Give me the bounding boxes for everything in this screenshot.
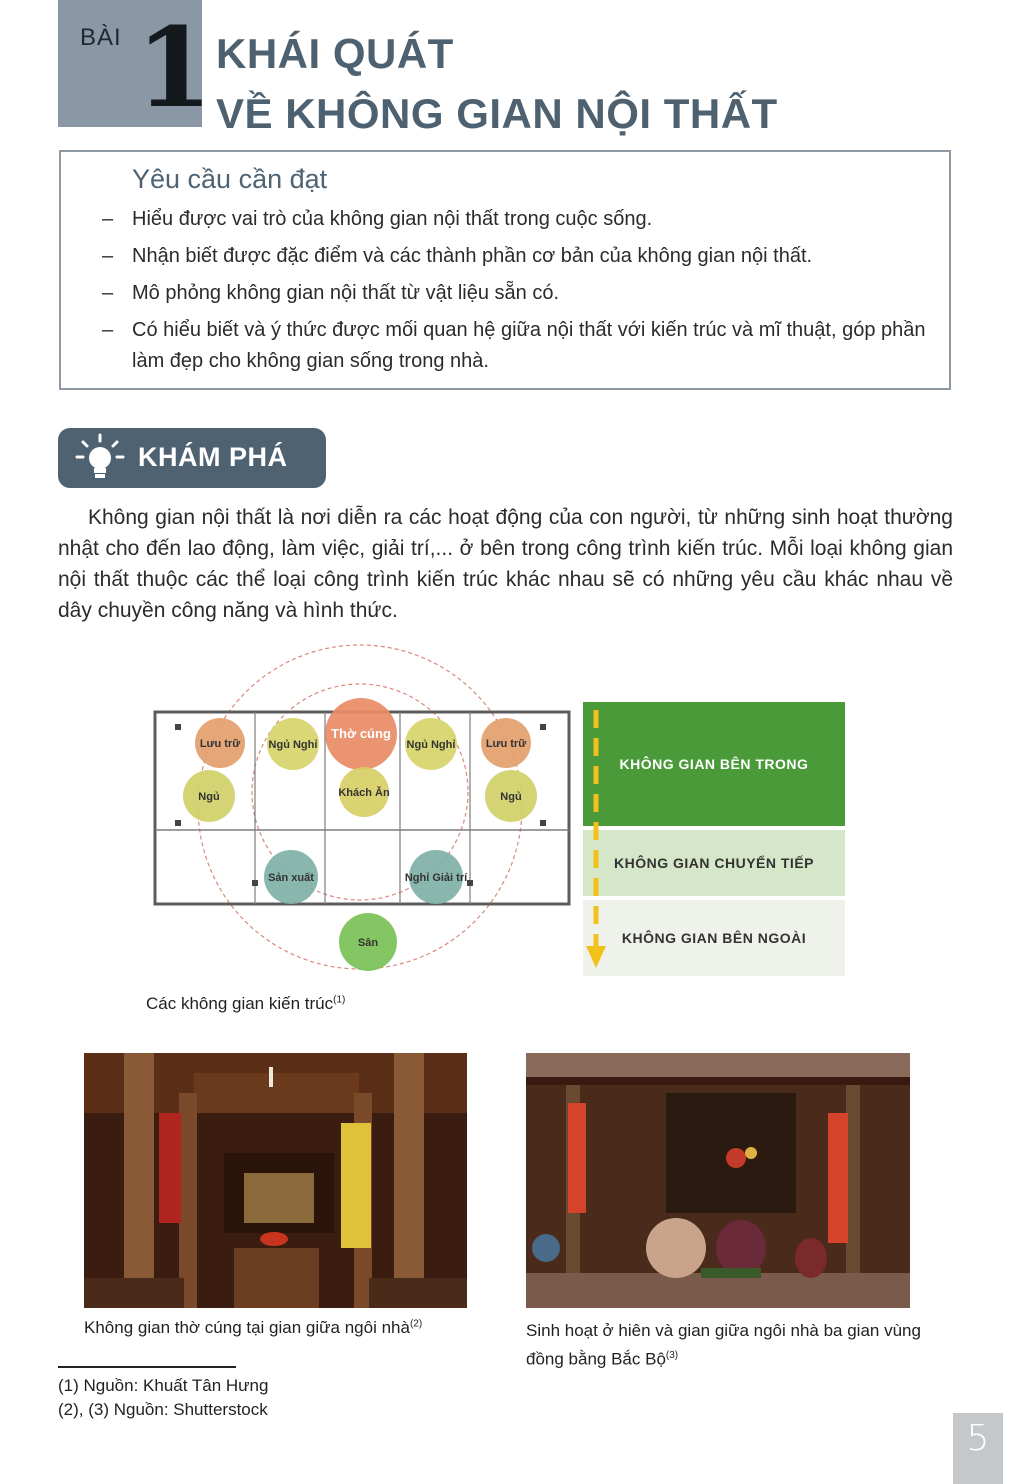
- objectives-heading: Yêu cầu cần đạt: [132, 164, 328, 194]
- caption-ref: (2): [409, 1318, 423, 1330]
- floor-plan: [145, 640, 575, 980]
- room-label: Lưu trữ: [485, 738, 527, 750]
- room-label: Ngủ: [198, 791, 220, 803]
- objective-item: [102, 204, 932, 235]
- objective-item: [102, 278, 932, 309]
- objective-text: Hiểu được vai trò của không gian nội thất trong cuộc sống.: [132, 208, 653, 230]
- band-transition: KHÔNG GIAN CHUYỂN TIẾP: [583, 830, 845, 896]
- lesson-number: 1: [136, 3, 213, 132]
- veranda-scene-photo: [526, 1053, 910, 1308]
- caption-text: Sinh hoạt ở hiên và gian giữa ngôi nhà ba gian vùng đồng bằng Bắc Bộ: [526, 1321, 921, 1369]
- column-mark: [175, 724, 181, 730]
- band-inner: KHÔNG GIAN BÊN TRONG: [583, 702, 845, 826]
- room-label: Nghỉ Giải trí: [404, 872, 468, 884]
- caption-text: Các không gian kiến trúc: [146, 994, 334, 1013]
- footnote-divider: [58, 1366, 236, 1368]
- caption-text: Không gian thờ cúng tại gian giữa ngôi nhà: [84, 1318, 410, 1337]
- bullet-dash: –: [102, 245, 114, 267]
- objective-item: [102, 241, 932, 272]
- room-label: Ngủ: [500, 791, 522, 803]
- footnote: (1) Nguồn: Khuất Tân Hưng: [58, 1376, 269, 1395]
- arrow-down-icon: [585, 710, 607, 972]
- footnote: (2), (3) Nguồn: Shutterstock: [58, 1400, 268, 1419]
- column-mark: [252, 880, 258, 886]
- caption-ref: (1): [333, 994, 346, 1006]
- room-label: Sản xuất: [268, 872, 314, 884]
- intro-text: Không gian nội thất là nơi diễn ra các hoạt động của con người, từ những sinh hoạt thường nhật cho đến lao động, làm việc, giải trí,... ở bên trong công trình kiến trúc. Mỗi loại không gian nội thất thuộc các thể loại công trình kiến trúc khác nhau sẽ có những yêu cầu khác nhau về dây chuyền công năng và hình thức.: [58, 506, 953, 622]
- lesson-label: BÀI: [80, 24, 122, 51]
- bullet-dash: –: [102, 282, 114, 304]
- band-outer: KHÔNG GIAN BÊN NGOÀI: [583, 900, 845, 976]
- intro-paragraph: [58, 502, 953, 626]
- room-label: Khách Ăn: [338, 787, 390, 799]
- objective-text: Mô phỏng không gian nội thất từ vật liệu sẵn có.: [132, 282, 560, 304]
- column-mark: [540, 724, 546, 730]
- room-label: Ngủ Nghỉ: [268, 739, 318, 751]
- room-label: Thờ cúng: [331, 726, 391, 741]
- column-mark: [175, 820, 181, 826]
- photo-2-caption: [526, 1318, 926, 1372]
- room-label: Lưu trữ: [199, 738, 241, 750]
- page-title-line-1: KHÁI QUÁT: [216, 30, 454, 77]
- bullet-dash: –: [102, 208, 114, 230]
- caption-ref: (3): [665, 1350, 679, 1361]
- column-mark: [540, 820, 546, 826]
- architecture-spaces-diagram: [145, 640, 850, 980]
- lightbulb-icon: [74, 432, 126, 484]
- column-mark: [467, 880, 473, 886]
- room-label: Ngủ Nghỉ: [406, 739, 456, 751]
- bullet-dash: –: [102, 319, 114, 341]
- diagram-caption: [146, 994, 345, 1014]
- page-number: 5: [966, 1418, 990, 1459]
- space-legend: [583, 702, 845, 978]
- section-label: KHÁM PHÁ: [138, 442, 288, 472]
- objective-item: [102, 315, 932, 377]
- objective-text: Nhận biết được đặc điểm và các thành phần cơ bản của không gian nội thất.: [132, 245, 813, 267]
- photo-1-caption: [84, 1318, 422, 1338]
- objective-text: Có hiểu biết và ý thức được mối quan hệ giữa nội thất với kiến trúc và mĩ thuật, góp phần làm đẹp cho không gian sống trong nhà.: [132, 319, 926, 372]
- altar-interior-photo: [84, 1053, 467, 1308]
- room-label: Sân: [357, 937, 379, 949]
- page-title-line-2: VỀ KHÔNG GIAN NỘI THẤT: [216, 90, 778, 137]
